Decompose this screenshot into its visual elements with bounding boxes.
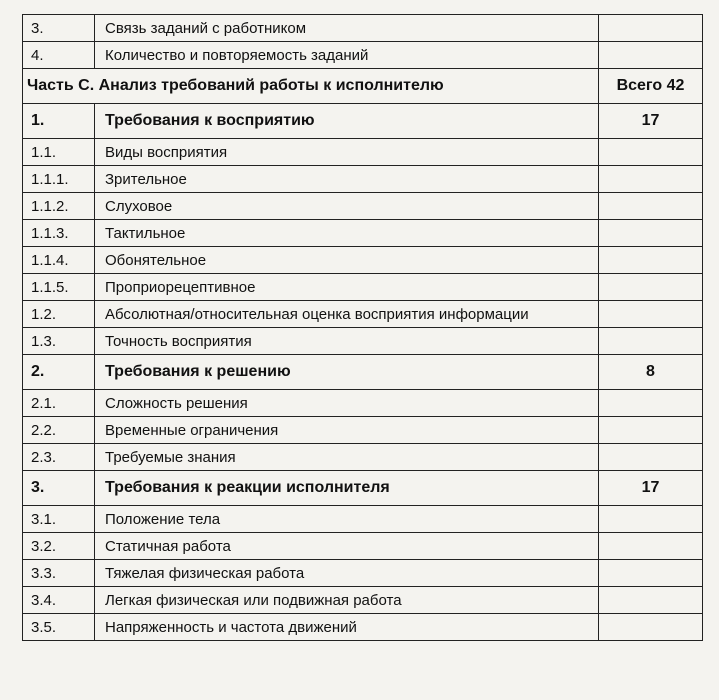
row-text: Слуховое bbox=[95, 193, 599, 220]
row-text: Абсолютная/относительная оценка восприятия информации bbox=[95, 301, 599, 328]
row-number: 3. bbox=[23, 15, 95, 42]
row-text: Требуемые знания bbox=[95, 444, 599, 471]
row-text: Требования к реакции исполнителя bbox=[95, 471, 599, 506]
row-value bbox=[599, 139, 703, 166]
table-row bbox=[23, 274, 703, 301]
row-value bbox=[599, 417, 703, 444]
row-text: Сложность решения bbox=[95, 390, 599, 417]
row-number: 1.1.1. bbox=[23, 166, 95, 193]
row-number: 1.2. bbox=[23, 301, 95, 328]
table-row bbox=[23, 328, 703, 355]
row-value bbox=[599, 301, 703, 328]
table-section-header-row bbox=[23, 471, 703, 506]
row-value bbox=[599, 533, 703, 560]
table-row bbox=[23, 301, 703, 328]
row-number: 1.3. bbox=[23, 328, 95, 355]
row-text: Требования к решению bbox=[95, 355, 599, 390]
row-number: 3.1. bbox=[23, 506, 95, 533]
row-text: Виды восприятия bbox=[95, 139, 599, 166]
row-value: 8 bbox=[599, 355, 703, 390]
row-text: Напряженность и частота движений bbox=[95, 614, 599, 641]
table-part-title-row bbox=[23, 69, 703, 104]
table-row bbox=[23, 220, 703, 247]
row-value bbox=[599, 42, 703, 69]
row-value bbox=[599, 274, 703, 301]
row-number: 4. bbox=[23, 42, 95, 69]
row-value bbox=[599, 506, 703, 533]
requirements-table bbox=[22, 14, 703, 641]
row-text: Количество и повторяемость заданий bbox=[95, 42, 599, 69]
row-text: Тактильное bbox=[95, 220, 599, 247]
row-value bbox=[599, 193, 703, 220]
row-number: 3.3. bbox=[23, 560, 95, 587]
row-text: Легкая физическая или подвижная работа bbox=[95, 587, 599, 614]
row-value: 17 bbox=[599, 104, 703, 139]
table-row bbox=[23, 506, 703, 533]
row-text: Положение тела bbox=[95, 506, 599, 533]
table-row bbox=[23, 444, 703, 471]
table-row bbox=[23, 42, 703, 69]
row-number: 2. bbox=[23, 355, 95, 390]
table-row bbox=[23, 614, 703, 641]
row-number: 3.4. bbox=[23, 587, 95, 614]
row-number: 1.1.4. bbox=[23, 247, 95, 274]
row-text: Временные ограничения bbox=[95, 417, 599, 444]
row-number: 2.2. bbox=[23, 417, 95, 444]
row-number: 3.2. bbox=[23, 533, 95, 560]
row-text: Зрительное bbox=[95, 166, 599, 193]
row-number: 3. bbox=[23, 471, 95, 506]
row-number: 3.5. bbox=[23, 614, 95, 641]
row-value: 17 bbox=[599, 471, 703, 506]
table-row bbox=[23, 560, 703, 587]
table-row bbox=[23, 417, 703, 444]
row-number: 2.1. bbox=[23, 390, 95, 417]
table-row bbox=[23, 139, 703, 166]
table-row bbox=[23, 15, 703, 42]
table-row bbox=[23, 193, 703, 220]
row-value bbox=[599, 560, 703, 587]
row-text: Точность восприятия bbox=[95, 328, 599, 355]
row-text: Обонятельное bbox=[95, 247, 599, 274]
row-number: 1. bbox=[23, 104, 95, 139]
table-row bbox=[23, 533, 703, 560]
row-number: 2.3. bbox=[23, 444, 95, 471]
row-text: Требования к восприятию bbox=[95, 104, 599, 139]
table-row bbox=[23, 587, 703, 614]
row-value bbox=[599, 444, 703, 471]
row-number: 1.1.2. bbox=[23, 193, 95, 220]
row-text: Тяжелая физическая работа bbox=[95, 560, 599, 587]
row-value bbox=[599, 614, 703, 641]
row-number: 1.1. bbox=[23, 139, 95, 166]
row-text: Проприорецептивное bbox=[95, 274, 599, 301]
row-value bbox=[599, 247, 703, 274]
row-number: 1.1.5. bbox=[23, 274, 95, 301]
table-section-header-row bbox=[23, 104, 703, 139]
row-text: Связь заданий с работником bbox=[95, 15, 599, 42]
row-value bbox=[599, 220, 703, 247]
table-row bbox=[23, 166, 703, 193]
table-row bbox=[23, 247, 703, 274]
table-row bbox=[23, 390, 703, 417]
part-title: Часть С. Анализ требований работы к исполнителю bbox=[23, 69, 599, 104]
table-body bbox=[23, 15, 703, 641]
row-value bbox=[599, 390, 703, 417]
part-total: Всего 42 bbox=[599, 69, 703, 104]
row-text: Статичная работа bbox=[95, 533, 599, 560]
row-value bbox=[599, 587, 703, 614]
row-value bbox=[599, 166, 703, 193]
table-section-header-row bbox=[23, 355, 703, 390]
row-number: 1.1.3. bbox=[23, 220, 95, 247]
row-value bbox=[599, 328, 703, 355]
row-value bbox=[599, 15, 703, 42]
